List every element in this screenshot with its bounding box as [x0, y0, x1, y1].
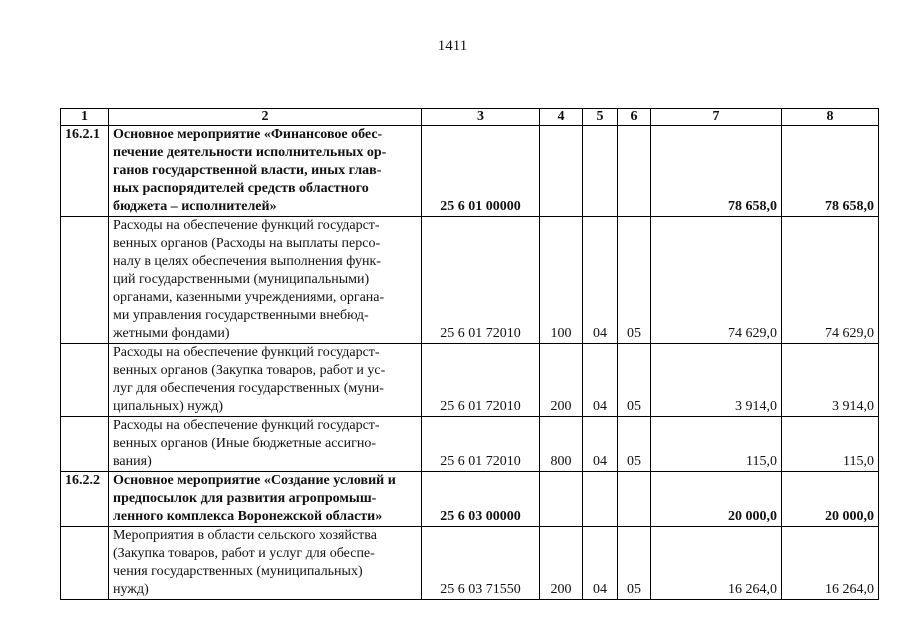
row-description: [109, 126, 422, 217]
column-header: 5: [583, 109, 618, 126]
target-article-code: 25 6 01 72010: [422, 417, 540, 472]
page-number: 1411: [437, 38, 468, 54]
table-row: [61, 126, 879, 217]
section-code: 04: [583, 217, 618, 344]
column-header: 8: [782, 109, 879, 126]
description-line: луг для обеспечения государственных (муни-: [113, 381, 384, 396]
description-line: венных органов (Закупка товаров, работ и ус-: [113, 363, 386, 378]
description-line: ципальных) нужд): [113, 399, 224, 414]
expense-type-code: 800: [540, 417, 583, 472]
row-description: [109, 527, 422, 600]
subsection-code: 05: [618, 417, 651, 472]
target-article-code: 25 6 01 72010: [422, 344, 540, 417]
row-description: [109, 344, 422, 417]
expense-type-code: 200: [540, 527, 583, 600]
description-line: налу в целях обеспечения выполнения функ-: [113, 254, 381, 269]
description-line: Основное мероприятие «Финансовое обес-: [113, 127, 383, 142]
description-line: ганов государственной власти, иных глав-: [113, 163, 382, 178]
subsection-code: 05: [618, 344, 651, 417]
description-line: нужд): [113, 582, 149, 597]
description-line: Основное мероприятие «Создание условий и: [113, 473, 396, 488]
column-header-row: [61, 109, 879, 126]
row-code: [61, 417, 109, 472]
description-line: ленного комплекса Воронежской области»: [113, 509, 383, 524]
subsection-code: [618, 472, 651, 527]
table-row: [61, 344, 879, 417]
description-line: Расходы на обеспечение функций государст-: [113, 418, 380, 433]
row-description: [109, 217, 422, 344]
column-header: 4: [540, 109, 583, 126]
row-code: [61, 527, 109, 600]
amount-col8: 20 000,0: [782, 472, 879, 527]
description-line: органами, казенными учреждениями, органа-: [113, 290, 385, 305]
table-row: [61, 417, 879, 472]
table-body: [61, 109, 879, 600]
description-line: венных органов (Расходы на выплаты персо-: [113, 236, 381, 251]
section-code: 04: [583, 527, 618, 600]
description-line: Расходы на обеспечение функций государст-: [113, 345, 380, 360]
expense-type-code: [540, 472, 583, 527]
expense-type-code: [540, 126, 583, 217]
section-code: [583, 472, 618, 527]
section-code: [583, 126, 618, 217]
target-article-code: 25 6 01 00000: [422, 126, 540, 217]
description-line: венных органов (Иные бюджетные ассигно-: [113, 436, 377, 451]
amount-col8: 3 914,0: [782, 344, 879, 417]
amount-col7: 3 914,0: [651, 344, 782, 417]
target-article-code: 25 6 03 71550: [422, 527, 540, 600]
expense-type-code: 100: [540, 217, 583, 344]
table-row: [61, 527, 879, 600]
row-code: [61, 217, 109, 344]
subsection-code: [618, 126, 651, 217]
subsection-code: 05: [618, 217, 651, 344]
row-code: [61, 344, 109, 417]
row-description: [109, 417, 422, 472]
column-header: 6: [618, 109, 651, 126]
budget-table: [60, 108, 879, 600]
amount-col7: 115,0: [651, 417, 782, 472]
amount-col7: 16 264,0: [651, 527, 782, 600]
description-line: ных распорядителей средств областного: [113, 181, 369, 196]
column-header: 7: [651, 109, 782, 126]
amount-col8: 78 658,0: [782, 126, 879, 217]
description-line: ми управления государственными внебюд-: [113, 308, 369, 323]
expense-type-code: 200: [540, 344, 583, 417]
amount-col7: 74 629,0: [651, 217, 782, 344]
amount-col7: 78 658,0: [651, 126, 782, 217]
row-code: 16.2.2: [61, 472, 109, 527]
column-header: 2: [109, 109, 422, 126]
table-row: [61, 217, 879, 344]
row-description: [109, 472, 422, 527]
description-line: Мероприятия в области сельского хозяйства: [113, 528, 377, 543]
description-line: вания): [113, 454, 152, 469]
section-code: 04: [583, 344, 618, 417]
target-article-code: 25 6 01 72010: [422, 217, 540, 344]
description-line: предпосылок для развития агропромыш-: [113, 491, 377, 506]
description-line: жетными фондами): [113, 326, 230, 341]
description-line: Расходы на обеспечение функций государст-: [113, 218, 380, 233]
amount-col7: 20 000,0: [651, 472, 782, 527]
target-article-code: 25 6 03 00000: [422, 472, 540, 527]
description-line: (Закупка товаров, работ и услуг для обеспе-: [113, 546, 375, 561]
description-line: печение деятельности исполнительных ор-: [113, 145, 387, 160]
section-code: 04: [583, 417, 618, 472]
description-line: бюджета – исполнителей»: [113, 199, 277, 214]
table-row: [61, 472, 879, 527]
column-header: 1: [61, 109, 109, 126]
description-line: чения государственных (муниципальных): [113, 564, 363, 579]
row-code: 16.2.1: [61, 126, 109, 217]
column-header: 3: [422, 109, 540, 126]
subsection-code: 05: [618, 527, 651, 600]
description-line: ций государственными (муниципальными): [113, 272, 370, 287]
amount-col8: 16 264,0: [782, 527, 879, 600]
amount-col8: 115,0: [782, 417, 879, 472]
amount-col8: 74 629,0: [782, 217, 879, 344]
